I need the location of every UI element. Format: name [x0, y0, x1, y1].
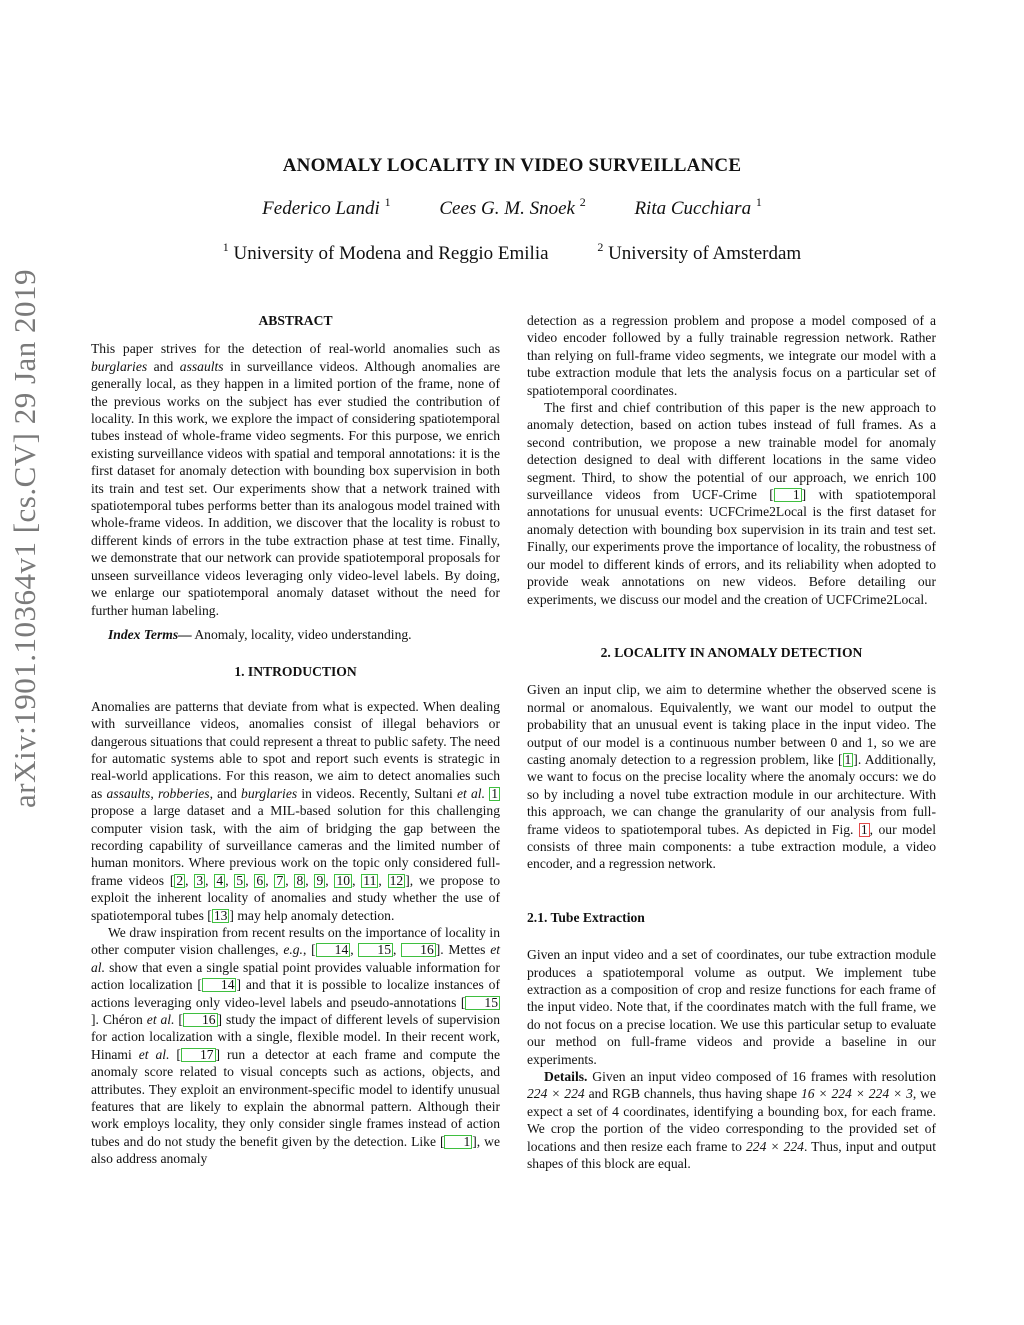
abstract-heading: ABSTRACT	[258, 313, 333, 328]
index-terms: Index Terms— Anomaly, locality, video understanding.	[108, 626, 412, 642]
arxiv-sidebar-id: arXiv:1901.10364v1 [cs.CV] 29 Jan 2019	[7, 268, 42, 808]
abstract-text: This paper strives for the detection of real-world anomalies such as burglaries and assaults in surveillance videos. Although anomalies are generally local, as they happen in a limited portion of the frame, none of the previous works on the subject has ever studied the contribution of locality. In this work, we explore the impact of considering spatiotemporal tubes instead of whole-frame video segments. For this purpose, we enrich existing surveillance videos with spatial and temporal annotations: it is the first dataset for anomaly detection with bounding box supervision in both its train and test set. Our experiments show that a network trained with spatiotemporal tubes performs better than its analogous model trained with whole-frame videos. In addition, we discover that the locality is robust to different kinds of errors in the tube extraction phase at test time. Finally, we demonstrate that our network can provide spatiotemporal proposals for unseen surveillance videos leveraging only video-level labels. By doing, we enlarge our spatiotemporal anomaly dataset without the need for further human labeling.	[91, 341, 500, 618]
section-2-heading: 2. LOCALITY IN ANOMALY DETECTION	[600, 644, 863, 660]
right-column	[527, 312, 936, 1172]
intro-paragraph-2: We draw inspiration from recent results on the importance of locality in other computer vision challenges, e.g., [ 14 , 15 , 16 ]. Mettes et al. show that even a single spatial point provides valuable information for action localization [ 14 ] and that it is possible to localize instances of actions leveraging only video-level labels and pseudo-annotations [ 15]. Chéron et al. [ 16 ] study the impact of different levels of supervision for action localization with a single, flexible model. In their recent work, Hinami et al. [ 17 ] run a detector at each frame and compute the anomaly score related to visual concepts such as actions, objects, and attributes. They exploit an environment-specific model to identify unusual features that are likely to explain the abnormal pattern. Although their work employs locality, they only consider single frames instead of action tubes and do not study the benefit given by the detection. Like [ 1 ], we also address anomaly	[91, 925, 500, 1167]
affiliation: $^1$ University of Modena and Reggio Emilia	[222, 240, 549, 264]
paper-title: ANOMALY LOCALITY IN VIDEO SURVEILLANCE	[282, 155, 742, 176]
section-1-heading: 1. INTRODUCTION	[234, 664, 357, 680]
left-column	[91, 312, 500, 1168]
author: Cees G. M. Snoek $^2$	[439, 195, 586, 219]
author: Federico Landi $^1$	[262, 195, 391, 219]
affiliation-list	[0, 240, 1024, 265]
section-2-1-heading: 2.1. Tube Extraction	[527, 909, 645, 925]
intro-paragraph-3: detection as a regression problem and propose a model composed of a video encoder followed by a fully trainable regression network. Rather than relying on full-frame video segments, we integrate our model with a tube extraction module that lets the analysis focus on a particular set of spatiotemporal coordinates.	[527, 313, 936, 398]
author-list	[0, 195, 1024, 220]
sec2-paragraph: Given an input clip, we aim to determine whether the observed scene is normal or anomalous. Equivalently, we want our model to output the probability that an unusual event is taking place in the input video. The output of our model is a continuous number between 0 and 1, so we are casting anomaly detection to a regression problem, like [ 1 ]. Additionally, we want to focus on the precise locality where the anomaly occurs: we do so by including a novel tube extraction module in our architecture. With this approach, we can change the granularity of our analysis from full-frame videos to spatiotemporal tubes. As depicted in Fig. 1 , our model consists of three main components: a tube extraction module, a video encoder, and a regression network.	[527, 682, 936, 872]
intro-paragraph-4: The first and chief contribution of this paper is the new approach to anomaly detection, based on action tubes instead of full frames. As a second contribution, we propose a new trainable model for anomaly detection designed to deal with different locations in the same video segment. Third, to show the potential of our approach, we enrich 100 surveillance videos from UCF-Crime [ 1 ] with spatiotemporal annotations for unusual events: UCFCrime2Local is the first dataset for anomaly detection with bounding box supervision in its train and test set. Finally, our experiments prove the importance of locality, the robustness of our model to different kinds of errors, and its reliability when adopted to provide weak annotations on new videos. Before detailing our experiments, we discuss our model and the creation of UCFCrime2Local.	[527, 400, 936, 607]
details-paragraph: Details. Given an input video composed of 16 frames with resolution 224 × 224 and RGB channels, thus having shape 16 × 224 × 224 × 3, we expect a set of 4 coordinates, identifying a bounding box, for each frame. We crop the portion of the video corresponding to the provided set of locations and then resize each frame to 224 × 224. Thus, input and output shapes of this block are equal.	[527, 1069, 936, 1172]
intro-paragraph-1: Anomalies are patterns that deviate from what is expected. When dealing with surveillance videos, anomalies consist of illegal behaviors or dangerous situations that could represent a threat to public safety. The need for automatic systems able to spot and report such events is strategic in real-world applications. For this reason, we aim to detect anomalies such as assaults, robberies, and burglaries in videos. Recently, Sultani et al. 1 propose a large dataset and a MIL-based solution for this challenging computer vision task, with the aim of bridging the gap between the recording capability of surveillance cameras and the limited number of human monitors. Where previous work on the topic only considered full-frame videos [ 2 , 3 , 4 , 5 , 6 , 7 , 8 , 9 , 10 , 11 , 12 ], we propose to exploit the inherent locality of anomalies and study whether the use of spatiotemporal tubes [ 13 ] may help anomaly detection.	[91, 698, 501, 923]
tube-extraction-paragraph: Given an input video and a set of coordinates, our tube extraction module produces a spatiotemporal volume as output. We implement tube extraction as a composition of crop and resize functions for each frame of the input video. Note that, if the coordinates match with the full frame, we do not focus on a precise location. We use this particular setup to evaluate our method on full-frame videos and provide a baseline in our experiments.	[527, 947, 936, 1067]
affiliation: $^2$ University of Amsterdam	[597, 240, 802, 264]
author: Rita Cucchiara $^1$	[634, 195, 762, 219]
